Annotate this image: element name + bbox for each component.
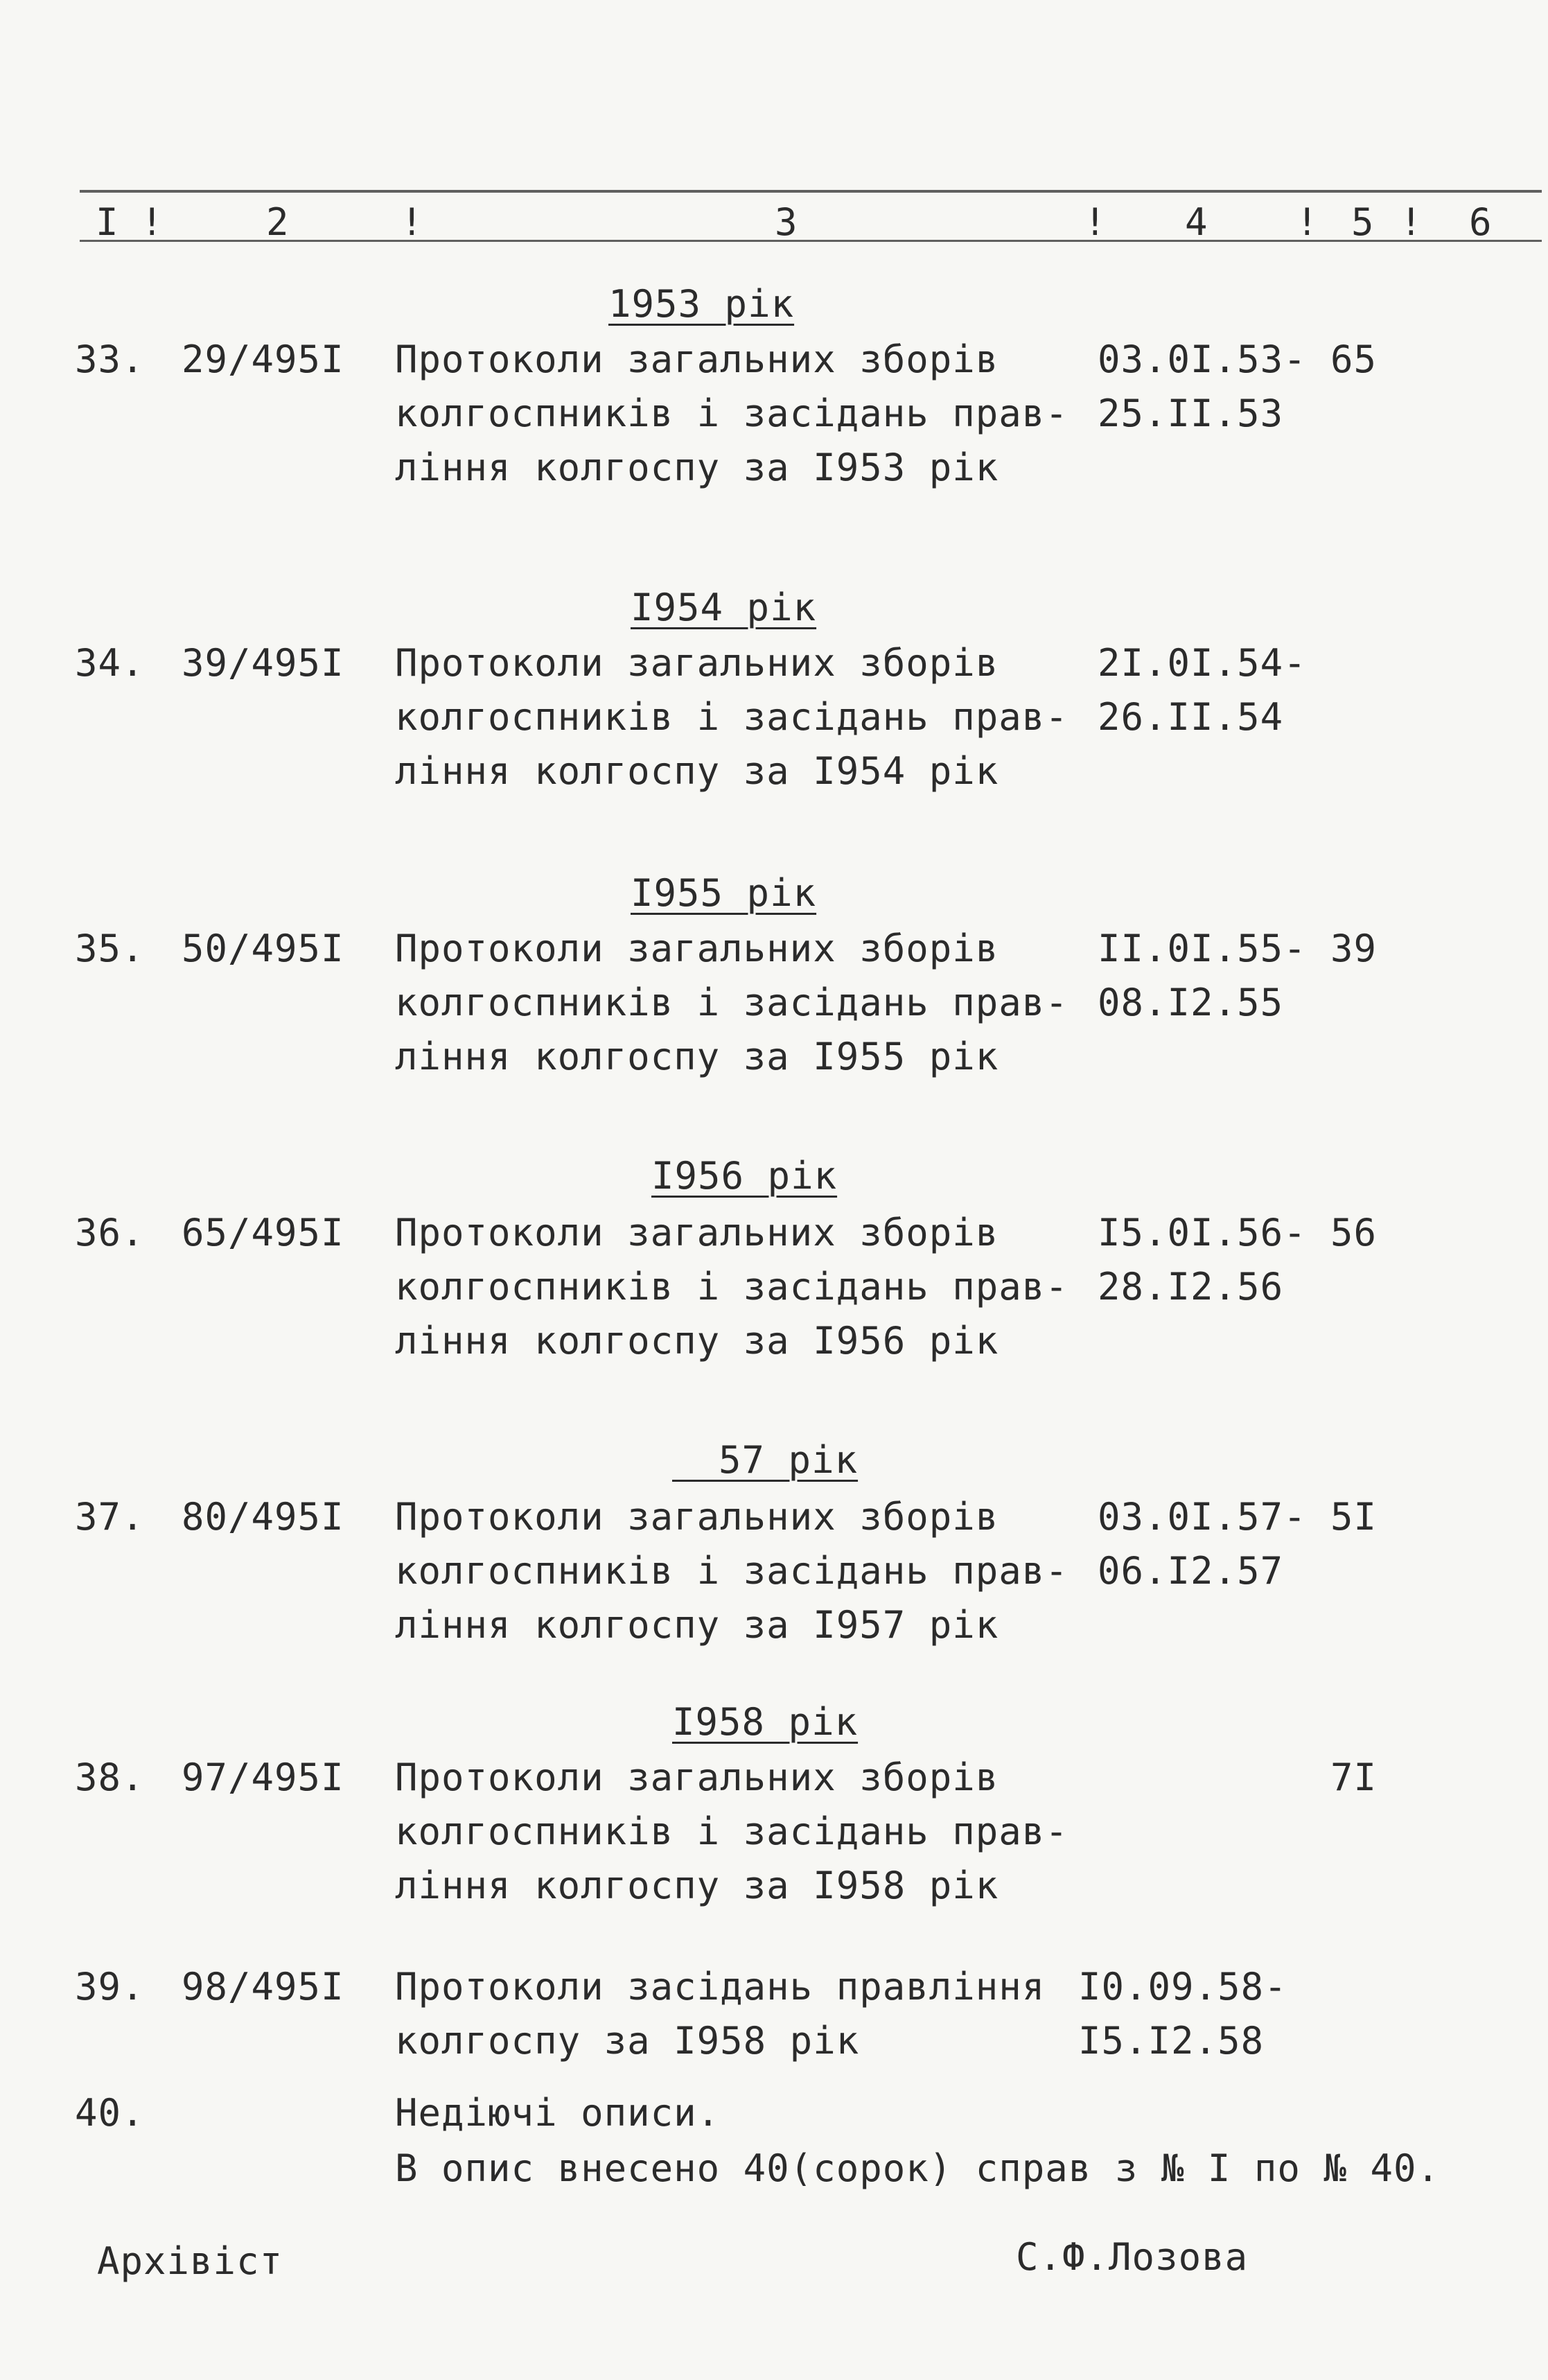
entry-code: 50/495I <box>182 927 344 970</box>
entry-title-line: колгоспників і засідань прав- <box>395 392 1068 435</box>
entry-title-line: колгоспників і засідань прав- <box>395 1810 1068 1853</box>
entry-date-end: 06.I2.57 <box>1098 1549 1284 1593</box>
header-separator-4: ! <box>1400 200 1423 244</box>
entry-code: 80/495I <box>182 1495 344 1539</box>
entry-sheet-count: 39 <box>1330 927 1378 970</box>
year-heading: I956 рік <box>651 1154 838 1198</box>
entry-date-end: 28.I2.56 <box>1098 1265 1284 1309</box>
entry-title-line: Протоколи загальних зборів <box>395 1756 999 1799</box>
entry-title-line: Протоколи загальних зборів <box>395 1211 999 1254</box>
header-top-rule <box>80 190 1542 193</box>
entry-title-line: ління колгоспу за I954 рік <box>395 749 999 793</box>
header-bottom-rule <box>80 240 1542 242</box>
entry-title-line: колгоспників і засідань прав- <box>395 1549 1068 1593</box>
entry-title-line: ління колгоспу за I958 рік <box>395 1864 999 1907</box>
year-heading: I954 рік <box>631 586 817 629</box>
entry-title-line: Протоколи засідань правління <box>395 1965 1046 2009</box>
entry-code: 39/495I <box>182 641 344 685</box>
entry-title-line: ління колгоспу за I953 рік <box>395 446 999 489</box>
entry-code: 29/495I <box>182 338 344 381</box>
header-col-6: 6 <box>1469 200 1492 244</box>
entry-title-line: Протоколи загальних зборів <box>395 338 999 381</box>
entry-number: 36. <box>75 1211 145 1254</box>
entry-sheet-count: 7I <box>1330 1756 1378 1799</box>
entry-title-line: ління колгоспу за I956 рік <box>395 1319 999 1363</box>
entry-title-line: ління колгоспу за I955 рік <box>395 1035 999 1078</box>
entry-title-line: колгоспників і засідань прав- <box>395 695 1068 739</box>
entry-title-line: Протоколи загальних зборів <box>395 641 999 685</box>
entry-number: 35. <box>75 927 145 970</box>
signature-name: С.Ф.Лозова <box>1016 2235 1249 2279</box>
entry-number: 38. <box>75 1756 145 1799</box>
entry-sheet-count: 56 <box>1330 1211 1378 1254</box>
entry-title-line: Протоколи загальних зборів <box>395 927 999 970</box>
entry-title-line: колгоспників і засідань прав- <box>395 1265 1068 1309</box>
closing-line: Недіючі описи. <box>395 2091 721 2135</box>
entry-number: 37. <box>75 1495 145 1539</box>
entry-date-start: 2I.0I.54- <box>1098 641 1307 685</box>
header-col-4: 4 <box>1185 200 1208 244</box>
entry-date-end: 08.I2.55 <box>1098 981 1284 1024</box>
header-col-5: 5 <box>1351 200 1374 244</box>
year-heading: _ 57 рік <box>672 1438 859 1482</box>
entry-date-start: I5.0I.56- <box>1098 1211 1307 1254</box>
entry-date-start: 03.0I.57- <box>1098 1495 1307 1539</box>
entry-date-start: 03.0I.53- <box>1098 338 1307 381</box>
entry-sheet-count: 65 <box>1330 338 1378 381</box>
entry-title-line: колгоспу за I958 рік <box>395 2019 860 2063</box>
year-heading: I955 рік <box>631 871 817 915</box>
entry-code: 97/495I <box>182 1756 344 1799</box>
entry-code: 98/495I <box>182 1965 344 2009</box>
signature-role: Архівіст <box>97 2239 283 2283</box>
closing-summary: В опис внесено 40(сорок) справ з № I по № 40. <box>395 2146 1440 2190</box>
header-separator-1: ! <box>401 200 423 244</box>
entry-number: 34. <box>75 641 145 685</box>
entry-title-line: Протоколи загальних зборів <box>395 1495 999 1539</box>
header-col-1: I ! <box>96 200 164 244</box>
entry-title-line: ління колгоспу за I957 рік <box>395 1603 999 1647</box>
entry-number: 33. <box>75 338 145 381</box>
entry-number: 39. <box>75 1965 145 2009</box>
header-col-3: 3 <box>775 200 798 244</box>
entry-date-end: I5.I2.58 <box>1078 2019 1265 2063</box>
closing-number: 40. <box>75 2091 145 2135</box>
entry-date-end: 25.II.53 <box>1098 392 1284 435</box>
entry-sheet-count: 5I <box>1330 1495 1378 1539</box>
entry-title-line: колгоспників і засідань прав- <box>395 981 1068 1024</box>
header-separator-2: ! <box>1084 200 1107 244</box>
year-heading: I958 рік <box>672 1700 859 1744</box>
entry-date-start: II.0I.55- <box>1098 927 1307 970</box>
header-separator-3: ! <box>1296 200 1319 244</box>
header-col-2: 2 <box>266 200 289 244</box>
entry-date-end: 26.II.54 <box>1098 695 1284 739</box>
entry-date-start: I0.09.58- <box>1078 1965 1287 2009</box>
year-heading: 1953 рік <box>608 282 795 326</box>
entry-code: 65/495I <box>182 1211 344 1254</box>
